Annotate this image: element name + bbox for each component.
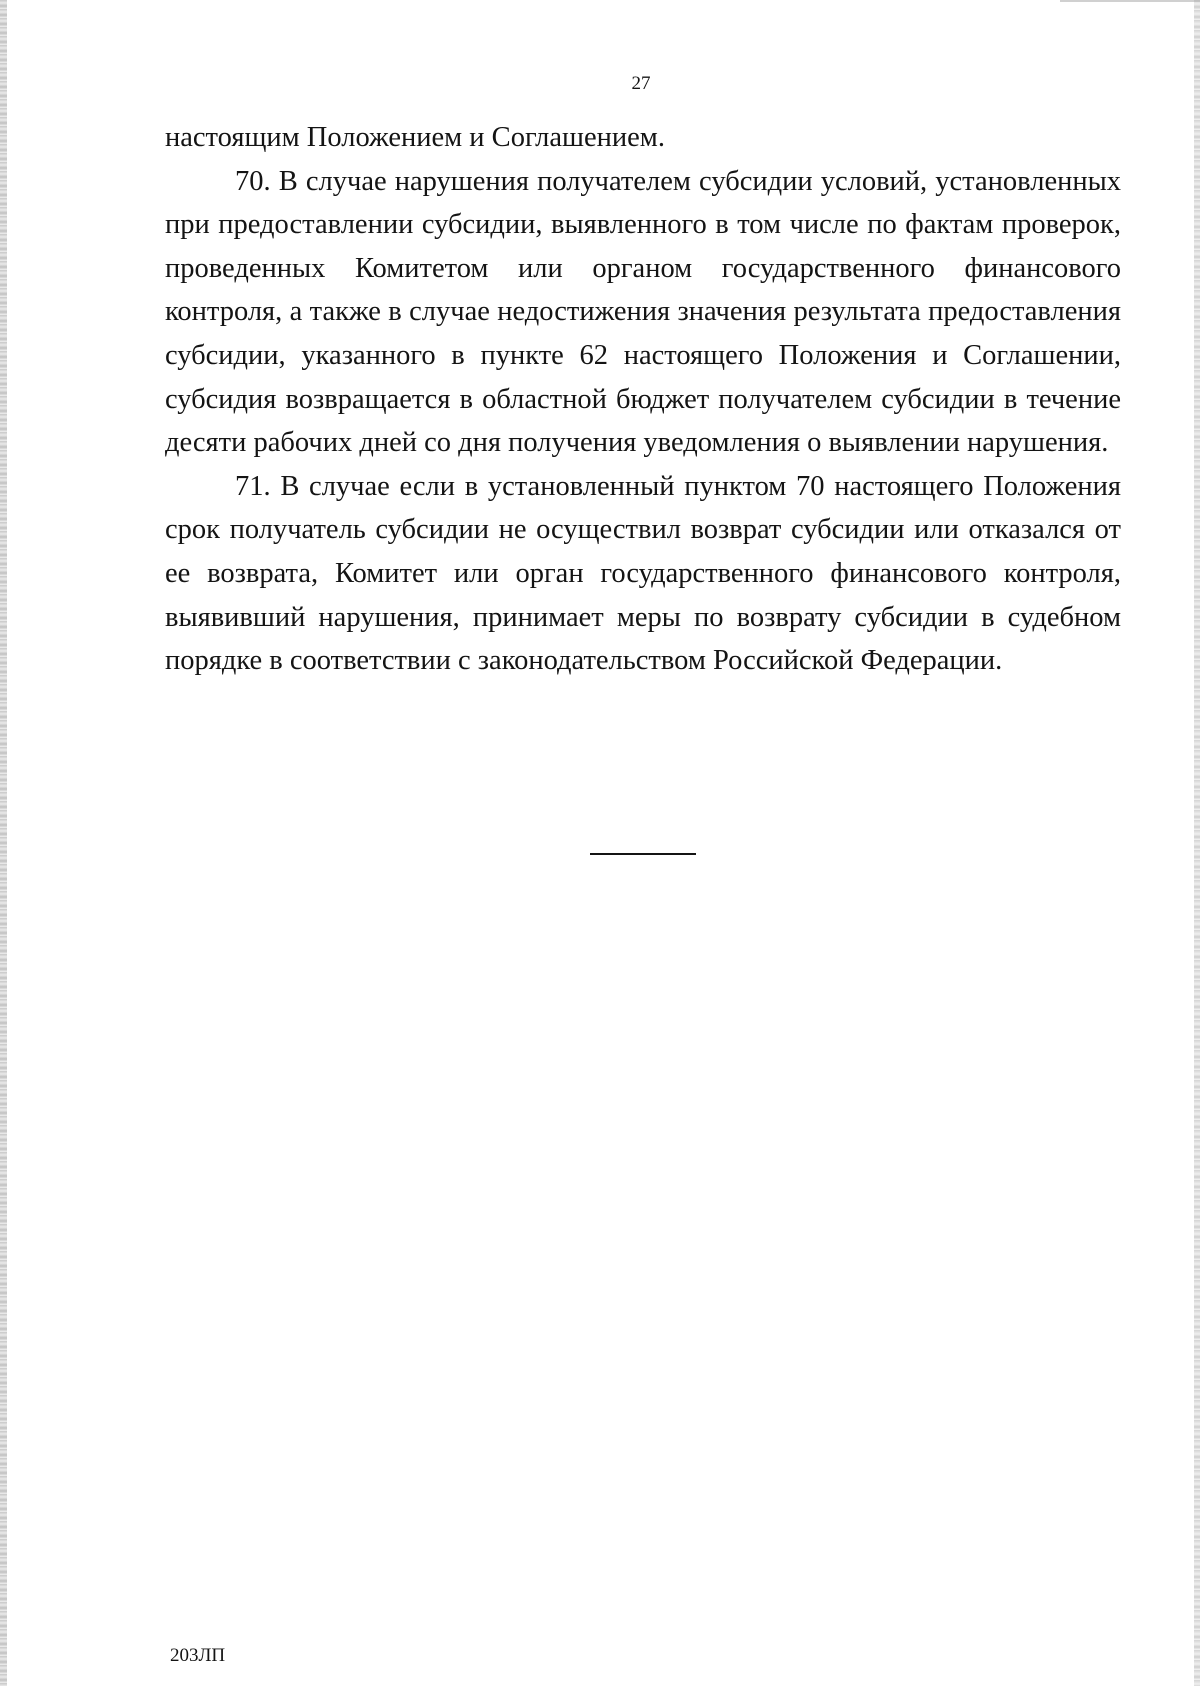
scan-edge-right	[1194, 0, 1200, 1686]
closing-rule	[590, 853, 696, 855]
paragraph-70: 70. В случае нарушения получателем субсидии условий, установленных при предоставлении субсидии, выявленного в том числе по фактам проверок, проведенных Комитетом или органом государственного финансового контроля, а также в случае недостижения значения результата предоставления субсидии, указанного в пункте 62 настоящего Положения и Соглашении, субсидия возвращается в областной бюджет получателем субсидии в течение десяти рабочих дней со дня получения уведомления о выявлении нарушения.	[165, 165, 1121, 459]
body-text	[165, 116, 1121, 683]
paragraph-71: 71. В случае если в установленный пунктом 70 настоящего Положения срок получатель субсидии не осуществил возврат субсидии или отказался от ее возврата, Комитет или орган государственного финансового контроля, выявивший нарушения, принимает меры по возврату субсидии в судебном порядке в соответствии с законодательством Российской Федерации.	[165, 470, 1121, 677]
paragraph-continuation: настоящим Положением и Соглашением.	[165, 122, 665, 153]
scan-edge-left	[0, 0, 7, 1686]
footer-code: 203ЛП	[170, 1645, 226, 1666]
scan-top-line	[1060, 0, 1200, 2]
page-number: 27	[631, 73, 651, 94]
